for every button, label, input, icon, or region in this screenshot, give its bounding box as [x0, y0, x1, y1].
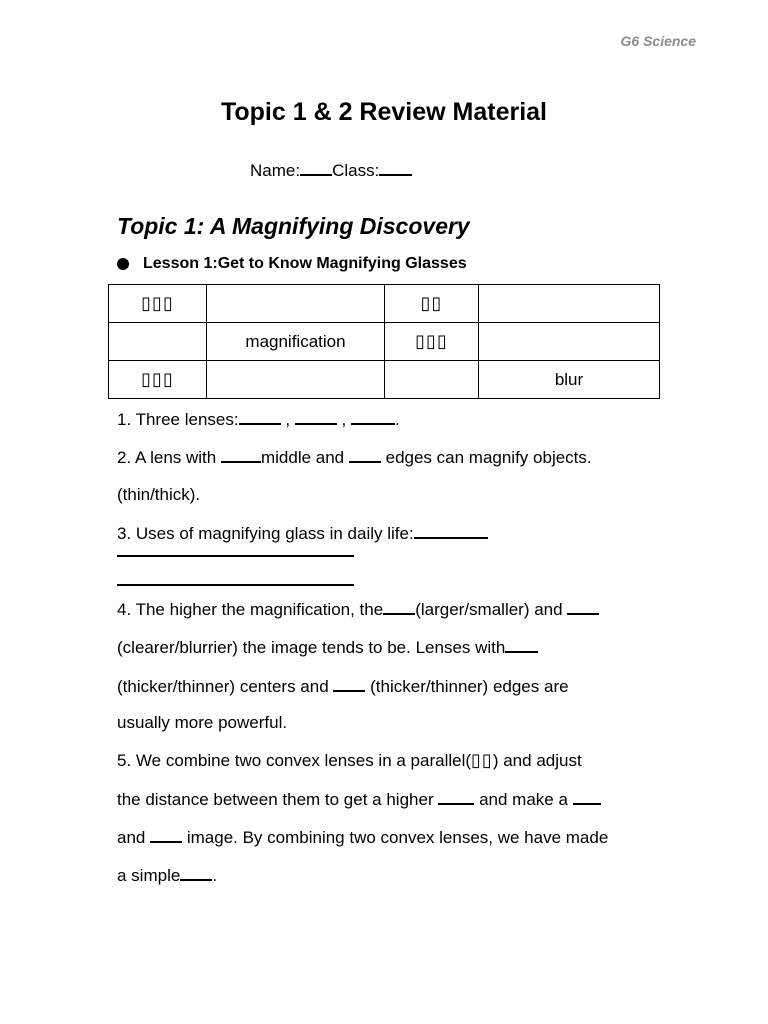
table-cell[interactable] — [207, 361, 385, 399]
answer-blank[interactable] — [221, 447, 261, 463]
class-label: Class: — [332, 161, 380, 180]
question-4-text: (clearer/blurrier) the image tends to be. Lenses with — [117, 638, 506, 657]
question-4-text: (thicker/thinner) centers and — [117, 677, 329, 696]
question-4-text: (larger/smaller) and — [415, 600, 563, 619]
table-cell[interactable] — [479, 323, 660, 361]
question-5-line-3 — [117, 827, 608, 848]
separator: , — [336, 410, 347, 429]
table-row — [109, 361, 660, 399]
question-3-text: 3. Uses of magnifying glass in daily life: — [117, 524, 414, 543]
table-row — [109, 285, 660, 323]
name-label: Name: — [250, 161, 301, 180]
question-2-text: middle and — [260, 448, 345, 467]
question-5-text: . — [212, 866, 218, 885]
answer-blank[interactable] — [150, 827, 182, 843]
vocab-table — [108, 284, 660, 399]
question-5-text: and — [117, 828, 146, 847]
question-4-text: 4. The higher the magnification, the — [117, 600, 384, 619]
answer-blank[interactable] — [573, 789, 601, 805]
question-4-line-4: usually more powerful. — [117, 713, 288, 732]
table-cell: ▯▯▯ — [109, 361, 207, 399]
question-1-text: 1. Three lenses: — [117, 410, 239, 429]
question-5-text: and make a — [479, 790, 568, 809]
question-1 — [117, 409, 400, 430]
answer-blank[interactable] — [438, 789, 474, 805]
table-cell[interactable] — [479, 285, 660, 323]
question-5-text: a simple — [117, 866, 181, 885]
answer-blank[interactable] — [383, 599, 415, 615]
question-2-text: 2. A lens with — [117, 448, 217, 467]
answer-line[interactable] — [117, 555, 354, 557]
name-blank[interactable] — [300, 160, 332, 176]
table-cell[interactable] — [207, 285, 385, 323]
question-2-text: edges can magnify objects. — [385, 448, 592, 467]
missing-glyph: ▯▯ — [471, 750, 493, 771]
table-cell: ▯▯ — [385, 285, 479, 323]
question-5-text: the distance between them to get a higher — [117, 790, 434, 809]
question-4-line-3 — [117, 676, 569, 697]
question-4-text: (thicker/thinner) edges are — [370, 677, 569, 696]
answer-blank[interactable] — [414, 523, 488, 539]
question-4-line-2 — [117, 637, 538, 658]
answer-blank[interactable] — [351, 409, 395, 425]
table-cell: ▯▯▯ — [109, 285, 207, 323]
question-5-line-4 — [117, 865, 217, 886]
separator: , — [280, 410, 291, 429]
class-blank[interactable] — [379, 160, 412, 176]
question-5-line-2 — [117, 789, 601, 810]
question-5-text: image. By combining two convex lenses, we have made — [186, 828, 609, 847]
bullet-icon — [117, 258, 129, 270]
answer-blank[interactable] — [333, 676, 365, 692]
question-3 — [117, 523, 488, 544]
question-5 — [117, 750, 582, 771]
table-cell: ▯▯▯ — [385, 323, 479, 361]
question-5-text: 5. We combine two convex lenses in a parallel( — [117, 751, 472, 770]
answer-blank[interactable] — [349, 447, 381, 463]
lesson-heading-text: Lesson 1:Get to Know Magnifying Glasses — [143, 255, 467, 272]
table-cell[interactable] — [109, 323, 207, 361]
answer-blank[interactable] — [567, 599, 599, 615]
table-cell[interactable] — [385, 361, 479, 399]
answer-blank[interactable] — [239, 409, 281, 425]
table-cell: magnification — [207, 323, 385, 361]
question-2 — [117, 447, 592, 468]
answer-line[interactable] — [117, 584, 354, 586]
lesson-heading — [117, 255, 467, 273]
answer-blank[interactable] — [180, 865, 212, 881]
answer-blank[interactable] — [295, 409, 337, 425]
table-cell: blur — [479, 361, 660, 399]
question-4 — [117, 599, 599, 620]
topic-heading: Topic 1: A Magnifying Discovery — [117, 213, 470, 239]
question-5-text: ) and adjust — [492, 751, 582, 770]
question-2-line-2: (thin/thick). — [117, 485, 201, 504]
header-subject-tag: G6 Science — [620, 33, 696, 49]
answer-blank[interactable] — [505, 637, 538, 653]
table-row — [109, 323, 660, 361]
page-title: Topic 1 & 2 Review Material — [220, 98, 548, 126]
name-class-line — [250, 160, 412, 181]
separator: . — [394, 410, 400, 429]
